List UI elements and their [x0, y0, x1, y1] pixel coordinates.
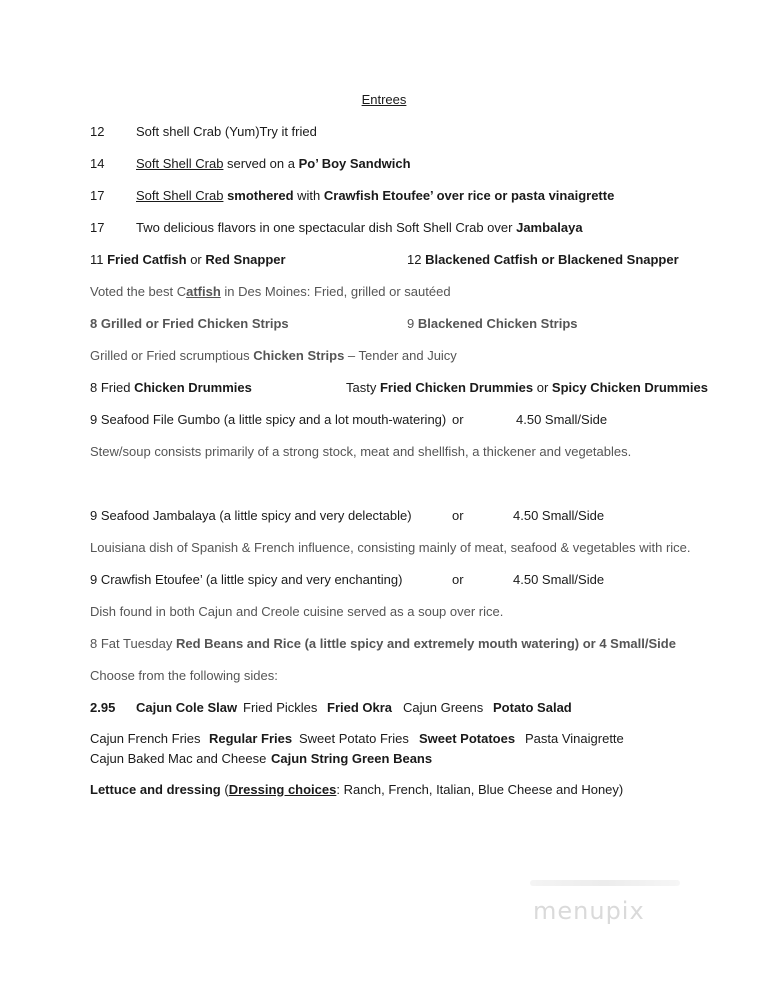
item-description: Two delicious flavors in one spectacular dish Soft Shell Crab over Jambalaya: [136, 220, 583, 235]
chicken-strips-grilled: 8 Grilled or Fried Chicken Strips: [90, 316, 289, 331]
item-description: Soft shell Crab (Yum)Try it fried: [136, 124, 317, 139]
side-item: Cajun Baked Mac and Cheese: [90, 751, 267, 766]
side-item: Fried Pickles: [243, 700, 318, 715]
catfish-fried: 11 Fried Catfish or Red Snapper: [90, 252, 286, 267]
side-item: Regular Fries: [209, 731, 293, 746]
catfish-blackened: 12 Blackened Catfish or Blackened Snapper: [407, 252, 679, 267]
side-item: Cajun Greens: [403, 700, 484, 715]
etoufee-note: Dish found in both Cajun and Creole cuisine served as a soup over rice.: [90, 604, 504, 619]
side-item: Cajun String Green Beans: [271, 751, 433, 766]
item-price: 17: [90, 188, 105, 203]
sides-price: 2.95: [90, 700, 116, 715]
item-description: Soft Shell Crab served on a Po’ Boy Sandwich: [136, 156, 411, 171]
chicken-strips-blackened: 9 Blackened Chicken Strips: [407, 316, 578, 331]
side-item: Cajun French Fries: [90, 731, 201, 746]
jambalaya-or: or: [452, 508, 464, 523]
gumbo-note: Stew/soup consists primarily of a strong stock, meat and shellfish, a thickener and vegetables.: [90, 444, 632, 459]
drummies-fried: 8 Fried Chicken Drummies: [90, 380, 252, 395]
jambalaya-note: Louisiana dish of Spanish & French influence, consisting mainly of meat, seafood & vegetables with rice.: [90, 540, 691, 555]
catfish-note: Voted the best Catfish in Des Moines: Fried, grilled or sautéed: [90, 284, 451, 299]
drummies-tasty: Tasty Fried Chicken Drummies or Spicy Chicken Drummies: [346, 380, 708, 395]
jambalaya-text: 9 Seafood Jambalaya (a little spicy and very delectable): [90, 508, 412, 523]
sides-intro: Choose from the following sides:: [90, 668, 278, 683]
jambalaya-small: 4.50 Small/Side: [513, 508, 605, 523]
menu-item-red-beans: 8 Fat Tuesday Red Beans and Rice (a little spicy and extremely mouth watering) or 4 Small/Side: [90, 636, 676, 651]
item-price: 17: [90, 220, 105, 235]
etoufee-small: 4.50 Small/Side: [513, 572, 605, 587]
watermark-bar: [530, 880, 680, 886]
item-price: 12: [90, 124, 105, 139]
gumbo-small: 4.50 Small/Side: [516, 412, 608, 427]
menupix-watermark: menupix: [533, 897, 645, 925]
item-price: 14: [90, 156, 105, 171]
side-item: Fried Okra: [327, 700, 393, 715]
page-title: Entrees: [361, 92, 407, 107]
side-item: Sweet Potato Fries: [299, 731, 409, 746]
gumbo-text: 9 Seafood File Gumbo (a little spicy and a lot mouth-watering): [90, 412, 447, 427]
side-item: Cajun Cole Slaw: [136, 700, 238, 715]
etoufee-text: 9 Crawfish Etoufee’ (a little spicy and very enchanting): [90, 572, 403, 587]
lettuce-dressing: Lettuce and dressing (Dressing choices: Ranch, French, Italian, Blue Cheese and Honey): [90, 782, 624, 797]
side-item: Pasta Vinaigrette: [525, 731, 624, 746]
chicken-note: Grilled or Fried scrumptious Chicken Strips – Tender and Juicy: [90, 348, 457, 363]
etoufee-or: or: [452, 572, 464, 587]
side-item: Potato Salad: [493, 700, 572, 715]
side-item: Sweet Potatoes: [419, 731, 516, 746]
item-description: Soft Shell Crab smothered with Crawfish Etoufee’ over rice or pasta vinaigrette: [136, 188, 615, 203]
gumbo-or: or: [452, 412, 464, 427]
